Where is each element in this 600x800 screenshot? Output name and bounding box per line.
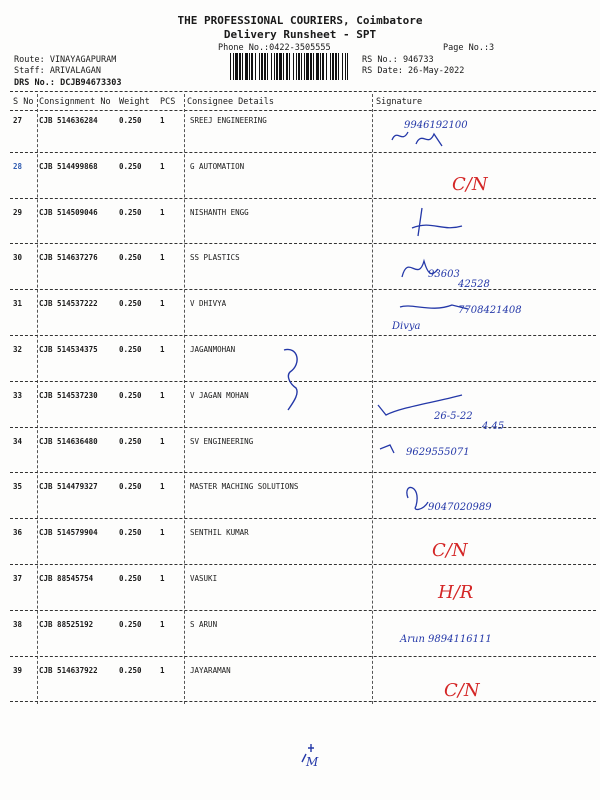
cell-weight: 0.250 <box>119 390 142 400</box>
cell-weight: 0.250 <box>119 345 142 354</box>
barcode-bar <box>345 53 346 80</box>
barcode-bar <box>255 53 256 80</box>
cell-consignee: V JAGAN MOHAN <box>190 390 249 400</box>
cell-pcs: 1 <box>160 345 165 354</box>
cell-consignee: G AUTOMATION <box>190 161 245 171</box>
signature-text-secondary: 4.45 <box>482 420 505 432</box>
barcode-bar <box>271 53 272 80</box>
barcode-bar <box>335 53 337 80</box>
rs-number: RS No.: 946733 <box>362 55 434 65</box>
company-title: THE PROFESSIONAL COURIERS, Coimbatore <box>177 14 423 27</box>
cell-sno: 32 <box>13 345 23 354</box>
signature-text: 9946192100 <box>404 120 468 131</box>
cell-sno: 38 <box>13 619 23 629</box>
barcode-bar <box>330 53 331 80</box>
cell-pcs: 1 <box>160 528 165 538</box>
cell-consignment: CJB 514479327 <box>39 482 98 492</box>
cell-consignee: MASTER MACHING SOLUTIONS <box>190 482 299 492</box>
cell-weight: 0.250 <box>119 528 142 538</box>
signature-cell <box>372 385 594 432</box>
cell-weight: 0.250 <box>119 207 142 217</box>
signature-text-secondary: 42528 <box>458 279 490 291</box>
signature-text: 9047020989 <box>428 502 492 514</box>
barcode-bar <box>251 53 253 80</box>
barcode-bar <box>249 53 250 80</box>
barcode-bar <box>274 53 275 80</box>
signature-cell <box>372 476 594 520</box>
signature-scribble <box>380 445 394 453</box>
signature-cell <box>372 660 594 704</box>
cell-consignee: S ARUN <box>190 619 218 629</box>
cell-sno: 39 <box>13 665 23 675</box>
cell-consignee: SV ENGINEERING <box>190 436 254 446</box>
signature-cell <box>372 614 594 658</box>
col-sno-header: S No <box>13 97 34 107</box>
cell-consignee: VASUKI <box>190 574 218 583</box>
cell-consignment: CJB 88545754 <box>39 574 94 583</box>
handwritten-tick-mark <box>278 344 308 414</box>
barcode-bar <box>261 53 263 80</box>
signature-scribble <box>392 132 442 146</box>
col-pcs-header: PCS <box>160 97 176 107</box>
col-consignment-header: Consignment No <box>39 97 111 107</box>
cell-pcs: 1 <box>160 574 165 583</box>
signature-text: Divya <box>392 321 421 333</box>
signature-text: 26-5-22 <box>434 410 473 422</box>
cell-consignee: JAYARAMAN <box>190 665 231 675</box>
barcode-bar <box>293 53 294 80</box>
cell-consignee: V DHIVYA <box>190 299 227 309</box>
barcode-bar <box>233 53 234 80</box>
cell-consignment: CJB 514534375 <box>39 345 98 354</box>
handwritten-tick-path <box>284 349 297 410</box>
barcode-bar <box>306 53 309 80</box>
barcode-bar <box>301 53 302 80</box>
cell-sno: 37 <box>13 574 23 583</box>
barcode-bar <box>298 53 300 80</box>
cell-consignment: CJB 514537230 <box>39 390 98 400</box>
barcode-bar <box>283 53 284 80</box>
cell-sno: 35 <box>13 482 23 492</box>
barcode-bar <box>279 53 282 80</box>
barcode-bar <box>230 53 231 80</box>
cell-weight: 0.250 <box>119 161 142 171</box>
cell-pcs: 1 <box>160 482 165 492</box>
signature-cell <box>372 202 594 246</box>
page-number: Page No.:3 <box>443 43 495 53</box>
cell-weight: 0.250 <box>119 482 142 492</box>
cell-pcs: 1 <box>160 116 165 125</box>
barcode-bar <box>338 53 339 80</box>
cell-consignment: CJB 514636284 <box>39 116 98 125</box>
cell-consignment: CJB 514537222 <box>39 299 98 309</box>
barcode-bar <box>332 53 334 80</box>
cell-weight: 0.250 <box>119 619 142 629</box>
rs-date: RS Date: 26-May-2022 <box>362 66 465 76</box>
signature-text: H/R <box>438 582 474 603</box>
barcode-bar <box>264 53 266 80</box>
cell-weight: 0.250 <box>119 436 142 446</box>
cell-consignment: CJB 514499868 <box>39 161 98 171</box>
cell-weight: 0.250 <box>119 574 142 583</box>
barcode-bar <box>320 53 321 80</box>
barcode-bar <box>239 53 241 80</box>
barcode-bar <box>259 53 260 80</box>
signature-cell <box>372 568 594 612</box>
cell-sno: 30 <box>13 253 23 263</box>
col-weight-header: Weight <box>119 97 150 107</box>
signature-scribble <box>412 208 462 236</box>
signature-text: C/N <box>452 173 488 195</box>
cell-pcs: 1 <box>160 161 165 171</box>
barcode-bar <box>313 53 314 80</box>
cell-consignee: JAGANMOHAN <box>190 345 236 354</box>
signature-cell <box>372 293 594 337</box>
cell-consignment: CJB 88525192 <box>39 619 94 629</box>
signature-cell <box>372 247 594 291</box>
staff-label: Staff: ARIVALAGAN <box>14 66 101 76</box>
barcode-bar <box>322 53 324 80</box>
signature-text: 93603 <box>428 269 460 281</box>
drs-number <box>14 78 122 88</box>
col-signature-header: Signature <box>376 97 423 107</box>
cell-weight: 0.250 <box>119 299 142 309</box>
signature-text-secondary: 7708421408 <box>458 305 522 317</box>
cell-pcs: 1 <box>160 436 165 446</box>
barcode-image <box>230 53 348 80</box>
signature-scribble <box>407 488 428 510</box>
col-consignee-header: Consignee Details <box>187 97 274 107</box>
cell-sno: 36 <box>13 528 23 538</box>
drs-value: DCJB94673303 <box>60 78 122 88</box>
footer-mark-text: M <box>306 755 319 769</box>
signature-text: C/N <box>432 540 468 562</box>
cell-pcs: 1 <box>160 390 165 400</box>
cell-sno: 31 <box>13 299 23 309</box>
signature-text: 9629555071 <box>406 446 470 458</box>
cell-consignee: SENTHIL KUMAR <box>190 528 249 538</box>
barcode-bar <box>245 53 248 80</box>
barcode-bar <box>342 53 343 80</box>
signature-cell <box>372 339 594 383</box>
signature-text: Arun 9894116111 <box>400 633 492 645</box>
phone-number: Phone No.:0422-3505555 <box>218 43 331 53</box>
cell-consignee: SS PLASTICS <box>190 253 240 263</box>
cell-sno: 33 <box>13 390 23 400</box>
signature-cell <box>372 522 594 566</box>
barcode-bar <box>296 53 297 80</box>
footer-handwritten-mark <box>296 740 326 770</box>
barcode-bar <box>235 53 238 80</box>
barcode-bar <box>310 53 312 80</box>
cell-consignee: SREEJ ENGINEERING <box>190 116 267 125</box>
barcode-bar <box>304 53 305 80</box>
cell-weight: 0.250 <box>119 253 142 263</box>
route-label: Route: VINAYAGAPURAM <box>14 55 117 65</box>
signature-cell <box>372 431 594 475</box>
cell-weight: 0.250 <box>119 116 142 125</box>
barcode-bar <box>286 53 288 80</box>
barcode-bar <box>289 53 290 80</box>
cell-pcs: 1 <box>160 207 165 217</box>
cell-weight: 0.250 <box>119 665 142 675</box>
barcode-bar <box>316 53 319 80</box>
runsheet-subtitle: Delivery Runsheet - SPT <box>223 28 377 41</box>
cell-pcs: 1 <box>160 253 165 263</box>
cell-consignment: CJB 514636480 <box>39 436 98 446</box>
cell-consignment: CJB 514637922 <box>39 665 98 675</box>
cell-consignee: NISHANTH ENGG <box>190 207 249 217</box>
cell-pcs: 1 <box>160 665 165 675</box>
signature-cell <box>372 156 594 200</box>
barcode-bar <box>267 53 268 80</box>
cell-sno: 34 <box>13 436 23 446</box>
barcode-bar <box>326 53 327 80</box>
signature-cell <box>372 110 594 154</box>
barcode-bar <box>242 53 243 80</box>
cell-consignment: CJB 514509046 <box>39 207 98 217</box>
cell-sno: 29 <box>13 207 23 217</box>
cell-consignment: CJB 514637276 <box>39 253 98 263</box>
signature-text: C/N <box>444 679 480 701</box>
table-top-rule <box>10 91 596 92</box>
cell-pcs: 1 <box>160 619 165 629</box>
drs-label: DRS No.: <box>14 78 55 88</box>
cell-consignment: CJB 514579904 <box>39 528 98 538</box>
barcode-bar <box>276 53 278 80</box>
barcode-bar <box>347 53 348 80</box>
cell-sno: 28 <box>13 161 23 171</box>
cell-pcs: 1 <box>160 299 165 309</box>
cell-sno: 27 <box>13 116 23 125</box>
